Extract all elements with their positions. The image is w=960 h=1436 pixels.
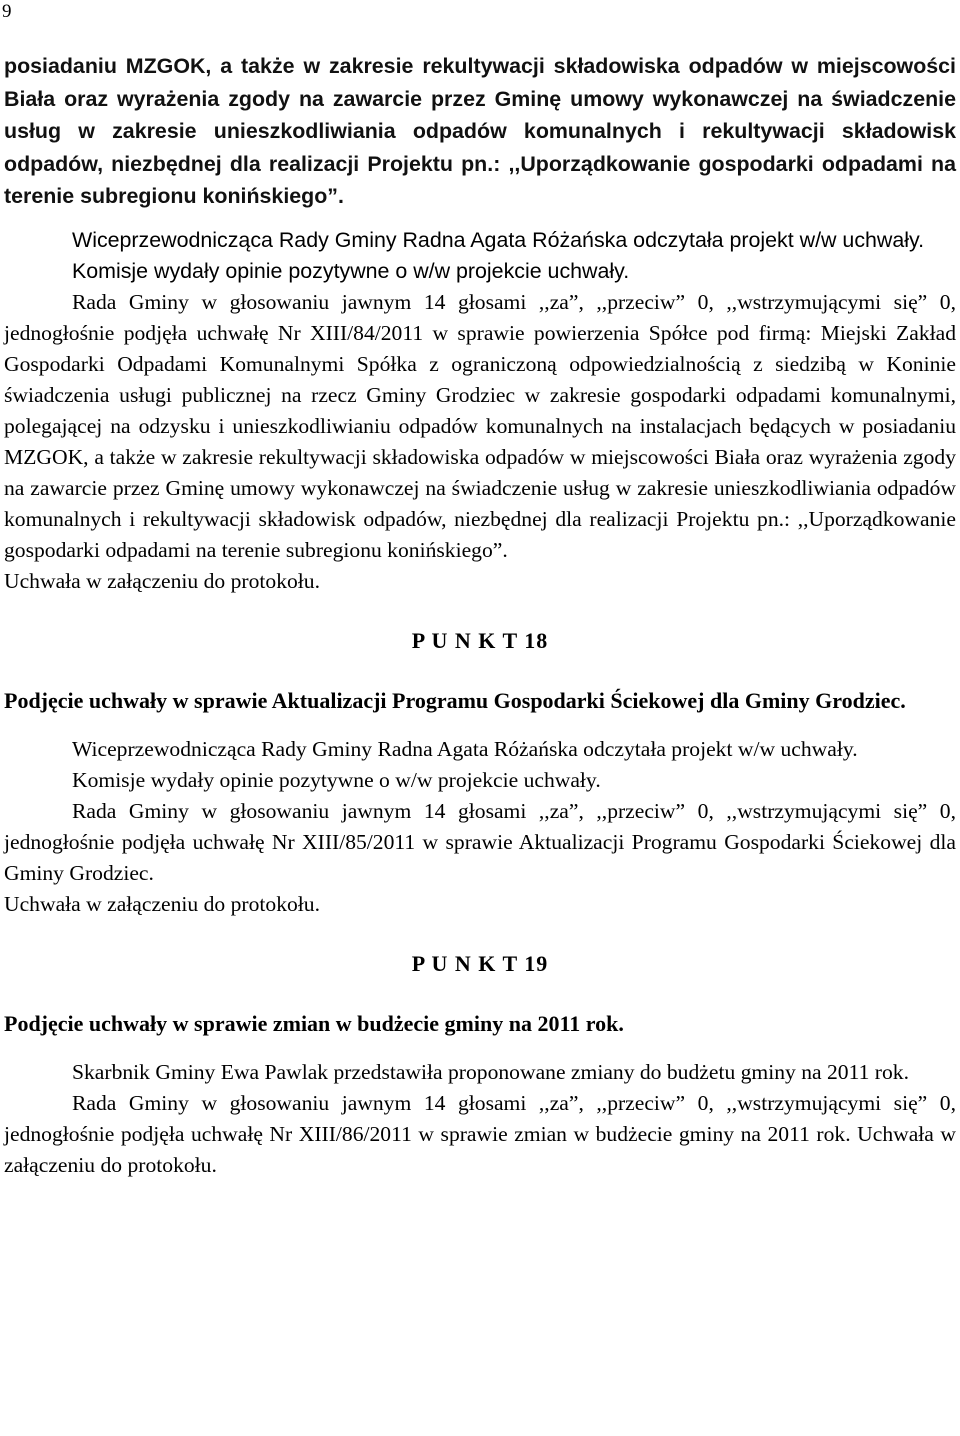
punkt-18-heading: Podjęcie uchwały w sprawie Aktualizacji Programu Gospodarki Ściekowej dla Gminy Grodziec. — [4, 687, 906, 713]
block1-vote: Rada Gminy w głosowaniu jawnym 14 głosami ,,za”, ,,przeciw” 0, ,,wstrzymującymi się” 0, jednogłośnie podjęła uchwałę Nr XIII/84/2011 w sprawie powierzenia Spółce pod firmą: Miejski Zakład Gospodarki Odpadami Komunalnymi Spółka z ograniczoną odpowiedzialnością z siedzibą w Koninie świadczenia usługi publicznej na rzecz Gminy Grodziec w zakresie gospodarki odpadami komunalnymi, polegającej na odzysku i unieszkodliwianiu odpadów komunalnych na instalacjach będących w posiadaniu MZGOK, a także w zakresie rekultywacji składowiska odpadów w miejscowości Biała oraz wyrażenia zgody na zawarcie przez Gminę umowy wykonawczej na świadczenie usług w zakresie unieszkodliwiania odpadów komunalnych i rekultywacji składowisk odpadów, niezbędnej dla realizacji Projektu pn.: ,,Uporządkowanie gospodarki odpadami na terenie subregionu konińskiego”. — [4, 289, 956, 562]
punkt-18-title: P U N K T 18 — [411, 627, 549, 653]
document-body — [4, 50, 956, 1181]
punkt-19-title: P U N K T 19 — [411, 950, 549, 976]
punkt-19-presentation: Skarbnik Gminy Ewa Pawlak przedstawiła proponowane zmiany do budżetu gminy na 2011 rok. — [72, 1059, 909, 1084]
punkt-18-opinions: Komisje wydały opinie pozytywne o w/w projekcie uchwały. — [72, 767, 601, 792]
intro-paragraph: posiadaniu MZGOK, a także w zakresie rekultywacji składowiska odpadów w miejscowości Biała oraz wyrażenia zgody na zawarcie przez Gminę umowy wykonawczej na świadczenie usług w zakresie unieszkodliwiania odpadów komunalnych i rekultywacji składowisk odpadów, niezbędnej dla realizacji Projektu pn.: ,,Uporządkowanie gospodarki odpadami na terenie subregionu konińskiego”. — [4, 54, 956, 209]
punkt-19-vote: Rada Gminy w głosowaniu jawnym 14 głosami ,,za”, ,,przeciw” 0, ,,wstrzymującymi się” 0, jednogłośnie podjęła uchwałę Nr XIII/86/2011 w sprawie zmian w budżecie gminy na 2011 rok. Uchwała w załączeniu do protokołu. — [4, 1090, 956, 1177]
page-number: 9 — [2, 1, 12, 22]
punkt-18-read: Wiceprzewodnicząca Rady Gminy Radna Agata Różańska odczytała projekt w/w uchwały. — [72, 736, 858, 761]
punkt-18-attachment: Uchwała w załączeniu do protokołu. — [4, 891, 320, 916]
block1-read: Wiceprzewodnicząca Rady Gminy Radna Agata Różańska odczytała projekt w/w uchwały. — [72, 227, 925, 252]
punkt-18-vote: Rada Gminy w głosowaniu jawnym 14 głosami ,,za”, ,,przeciw” 0, ,,wstrzymującymi się” 0, jednogłośnie podjęła uchwałę Nr XIII/85/2011 w sprawie Aktualizacji Programu Gospodarki Ściekowej dla Gminy Grodziec. — [4, 798, 956, 885]
block1-attachment: Uchwała w załączeniu do protokołu. — [4, 568, 320, 593]
block1-opinions: Komisje wydały opinie pozytywne o w/w projekcie uchwały. — [72, 258, 630, 283]
punkt-19-heading: Podjęcie uchwały w sprawie zmian w budżecie gminy na 2011 rok. — [4, 1010, 624, 1036]
